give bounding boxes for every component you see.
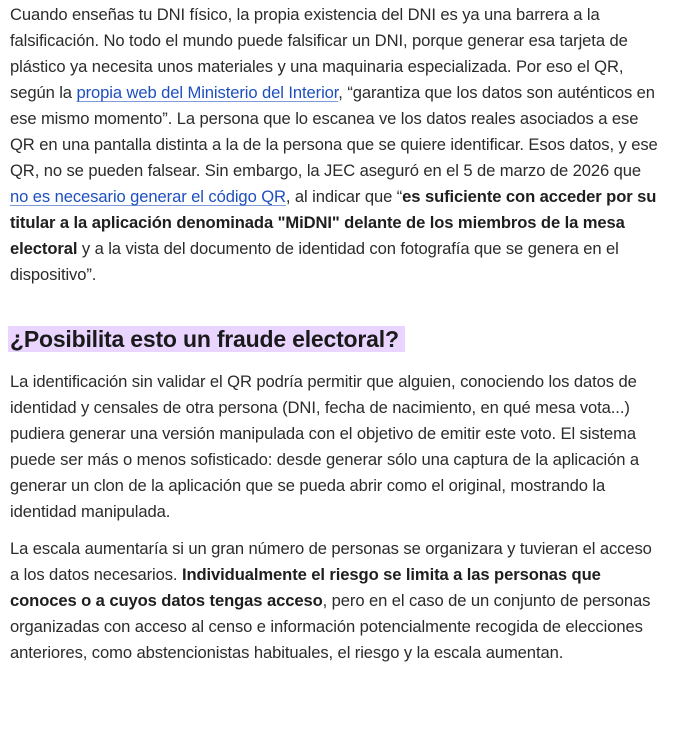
paragraph-fraud-scale: [10, 536, 663, 666]
paragraph-text: , “garantiza que los datos son auténticos en ese mismo momento”. La persona que lo escanea ve los datos reales asociados a ese QR en una pantalla distinta a la de la persona que se quiere identificar. Esos datos, y ese QR, no se pueden falsear. Sin embargo, la JEC aseguró en el 5 de marzo de 2026 que: [10, 83, 658, 180]
paragraph-text: y a la vista del documento de identidad con fotografía que se genera en el dispositivo”.: [10, 239, 619, 284]
qr-not-necessary-link[interactable]: no es necesario generar el código QR: [10, 187, 286, 206]
heading-highlight: ¿Posibilita esto un fraude electoral?: [8, 326, 405, 352]
section-heading: [10, 323, 663, 355]
paragraph-text: La escala aumentaría si un gran número de personas se organizara y tuvieran el acceso a los datos necesarios.: [10, 539, 652, 584]
paragraph-fraud-method: La identificación sin validar el QR podría permitir que alguien, conociendo los datos de identidad y censales de otra persona (DNI, fecha de nacimiento, en qué mesa vota...) pudiera generar una versión manipulada con el objetivo de emitir este voto. El sistema puede ser más o menos sofisticado: desde generar sólo una captura de la aplicación a generar un clon de la aplicación que se pueda abrir como el original, mostrando la identidad manipulada.: [10, 372, 640, 521]
paragraph-text: , al indicar que “: [285, 187, 403, 206]
paragraph-text: , pero en el caso de un conjunto de personas organizadas con acceso al censo e información potencialmente recogida de elecciones anteriores, como abstencionistas habituales, el riesgo y la escala aumentan.: [10, 591, 651, 662]
paragraph-dni-qr: [10, 2, 663, 288]
article-body: [0, 2, 673, 666]
paragraph-text: Cuando enseñas tu DNI físico, la propia existencia del DNI es ya una barrera a la falsificación. No todo el mundo puede falsificar un DNI, porque generar esa tarjeta de plástico ya necesita unos materiales y una maquinaria especializada. Por eso el QR, según la: [10, 5, 628, 102]
bold-risk: Individualmente el riesgo se limita a las personas que conoces o a cuyos datos tengas acceso: [10, 565, 601, 610]
bold-quote: es suficiente con acceder por su titular a la aplicación denominada "MiDNI" delante de los miembros de la mesa electoral: [10, 187, 657, 258]
ministerio-interior-link[interactable]: propia web del Ministerio del Interior: [76, 83, 339, 102]
